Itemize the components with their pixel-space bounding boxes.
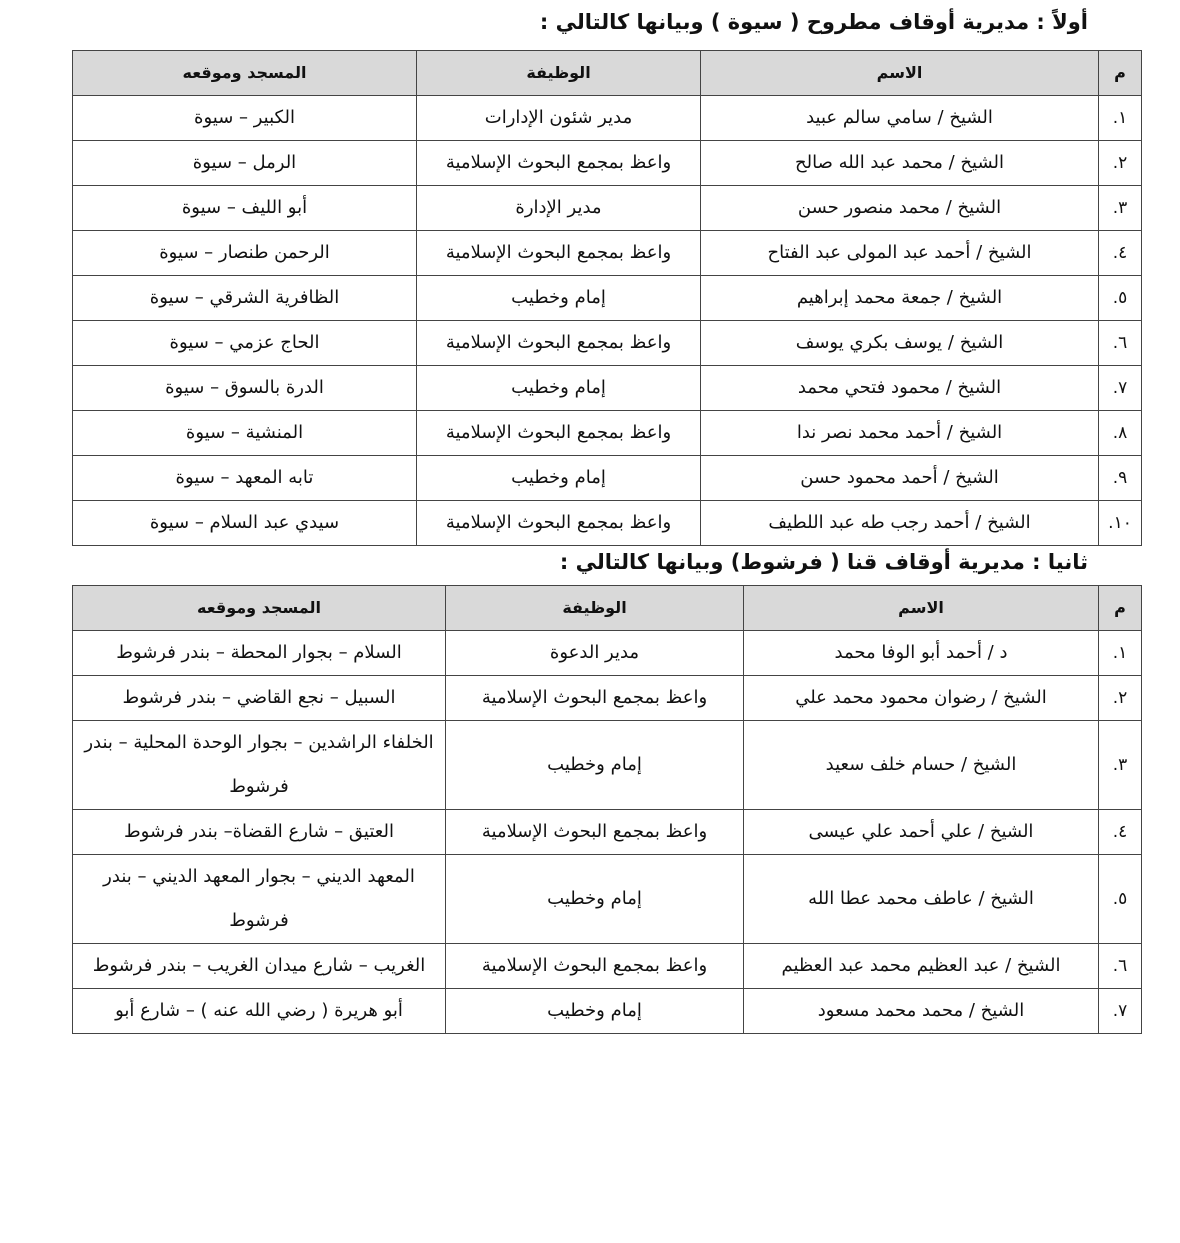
person-name: الشيخ / جمعة محمد إبراهيم [701, 276, 1099, 321]
mosque-location: أبو هريرة ( رضي الله عنه ) – شارع أبو [73, 989, 446, 1034]
mosque-location: الرمل – سيوة [73, 141, 417, 186]
table-row [73, 810, 1142, 855]
header-name: الاسم [744, 586, 1099, 631]
row-index: ٧. [1099, 989, 1142, 1034]
header-mosque: المسجد وموقعه [73, 586, 446, 631]
job-title: واعظ بمجمع البحوث الإسلامية [417, 141, 701, 186]
mosque-location: الخلفاء الراشدين – بجوار الوحدة المحلية – بندر فرشوط [73, 721, 446, 810]
row-index: ٤. [1099, 810, 1142, 855]
table-row [73, 501, 1142, 546]
person-name: الشيخ / عبد العظيم محمد عبد العظيم [744, 944, 1099, 989]
person-name: الشيخ / محمد محمد مسعود [744, 989, 1099, 1034]
row-index: ١. [1099, 96, 1142, 141]
row-index: ١٠. [1099, 501, 1142, 546]
job-title: واعظ بمجمع البحوث الإسلامية [417, 411, 701, 456]
mosque-location: الرحمن طنصار – سيوة [73, 231, 417, 276]
table-row [73, 721, 1142, 810]
mosque-location: الكبير – سيوة [73, 96, 417, 141]
person-name: الشيخ / محمد منصور حسن [701, 186, 1099, 231]
person-name: الشيخ / حسام خلف سعيد [744, 721, 1099, 810]
table-row [73, 276, 1142, 321]
job-title: واعظ بمجمع البحوث الإسلامية [417, 321, 701, 366]
job-title: إمام وخطيب [446, 721, 744, 810]
farshut-table [72, 585, 1142, 1034]
person-name: الشيخ / علي أحمد علي عيسى [744, 810, 1099, 855]
row-index: ٣. [1099, 186, 1142, 231]
header-name: الاسم [701, 51, 1099, 96]
job-title: إمام وخطيب [446, 989, 744, 1034]
job-title: واعظ بمجمع البحوث الإسلامية [446, 676, 744, 721]
job-title: واعظ بمجمع البحوث الإسلامية [417, 231, 701, 276]
row-index: ٢. [1099, 141, 1142, 186]
table-row [73, 989, 1142, 1034]
siwa-table [72, 50, 1142, 546]
table-row [73, 456, 1142, 501]
job-title: إمام وخطيب [417, 276, 701, 321]
person-name: الشيخ / محمد عبد الله صالح [701, 141, 1099, 186]
job-title: واعظ بمجمع البحوث الإسلامية [446, 944, 744, 989]
table-row [73, 944, 1142, 989]
row-index: ٤. [1099, 231, 1142, 276]
person-name: الشيخ / سامي سالم عبيد [701, 96, 1099, 141]
row-index: ٦. [1099, 944, 1142, 989]
row-index: ١. [1099, 631, 1142, 676]
job-title: إمام وخطيب [446, 855, 744, 944]
header-index: م [1099, 586, 1142, 631]
row-index: ٧. [1099, 366, 1142, 411]
person-name: الشيخ / عاطف محمد عطا الله [744, 855, 1099, 944]
mosque-location: تابه المعهد – سيوة [73, 456, 417, 501]
table-row [73, 631, 1142, 676]
row-index: ٩. [1099, 456, 1142, 501]
row-index: ٦. [1099, 321, 1142, 366]
mosque-location: السبيل – نجع القاضي – بندر فرشوط [73, 676, 446, 721]
person-name: الشيخ / أحمد عبد المولى عبد الفتاح [701, 231, 1099, 276]
header-mosque: المسجد وموقعه [73, 51, 417, 96]
job-title: إمام وخطيب [417, 366, 701, 411]
section1-title: أولاً : مديرية أوقاف مطروح ( سيوة ) وبيانها كالتالي : [539, 10, 1088, 34]
mosque-location: المنشية – سيوة [73, 411, 417, 456]
header-index: م [1099, 51, 1142, 96]
job-title: واعظ بمجمع البحوث الإسلامية [446, 810, 744, 855]
person-name: الشيخ / رضوان محمود محمد علي [744, 676, 1099, 721]
row-index: ٨. [1099, 411, 1142, 456]
header-job: الوظيفة [446, 586, 744, 631]
job-title: مدير شئون الإدارات [417, 96, 701, 141]
job-title: واعظ بمجمع البحوث الإسلامية [417, 501, 701, 546]
mosque-location: الحاج عزمي – سيوة [73, 321, 417, 366]
person-name: الشيخ / أحمد محمود حسن [701, 456, 1099, 501]
mosque-location: سيدي عبد السلام – سيوة [73, 501, 417, 546]
table-header-row [73, 586, 1142, 631]
mosque-location: أبو الليف – سيوة [73, 186, 417, 231]
person-name: الشيخ / أحمد رجب طه عبد اللطيف [701, 501, 1099, 546]
table-row [73, 231, 1142, 276]
row-index: ٢. [1099, 676, 1142, 721]
person-name: الشيخ / محمود فتحي محمد [701, 366, 1099, 411]
mosque-location: العتيق – شارع القضاة– بندر فرشوط [73, 810, 446, 855]
mosque-location: الغريب – شارع ميدان الغريب – بندر فرشوط [73, 944, 446, 989]
mosque-location: المعهد الديني – بجوار المعهد الديني – بندر فرشوط [73, 855, 446, 944]
header-job: الوظيفة [417, 51, 701, 96]
table-header-row [73, 51, 1142, 96]
mosque-location: الظافرية الشرقي – سيوة [73, 276, 417, 321]
person-name: د / أحمد أبو الوفا محمد [744, 631, 1099, 676]
mosque-location: الدرة بالسوق – سيوة [73, 366, 417, 411]
job-title: مدير الدعوة [446, 631, 744, 676]
table-row [73, 676, 1142, 721]
row-index: ٥. [1099, 855, 1142, 944]
table-row [73, 96, 1142, 141]
table-row [73, 321, 1142, 366]
table-row [73, 186, 1142, 231]
job-title: مدير الإدارة [417, 186, 701, 231]
table-row [73, 141, 1142, 186]
table-row [73, 855, 1142, 944]
person-name: الشيخ / أحمد محمد نصر ندا [701, 411, 1099, 456]
mosque-location: السلام – بجوار المحطة – بندر فرشوط [73, 631, 446, 676]
job-title: إمام وخطيب [417, 456, 701, 501]
section2-title: ثانيا : مديرية أوقاف قنا ( فرشوط) وبيانها كالتالي : [559, 550, 1088, 574]
person-name: الشيخ / يوسف بكري يوسف [701, 321, 1099, 366]
row-index: ٥. [1099, 276, 1142, 321]
row-index: ٣. [1099, 721, 1142, 810]
table-row [73, 366, 1142, 411]
table-row [73, 411, 1142, 456]
